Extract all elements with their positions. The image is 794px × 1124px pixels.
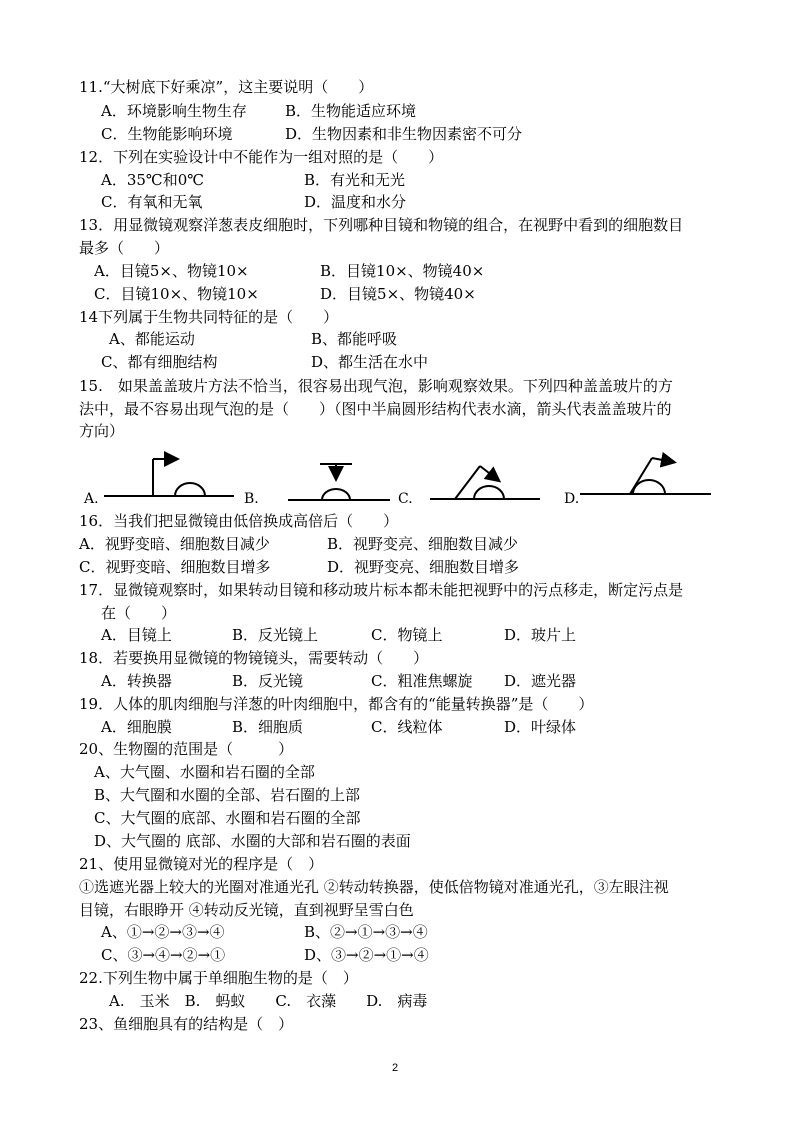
page-number: 2 bbox=[392, 1062, 399, 1074]
q11-option-d: D．生物因素和非生物因素密不可分 bbox=[285, 125, 523, 143]
q18-stem: 18．若要换用显微镜的物镜镜头，需要转动（ ） bbox=[79, 649, 429, 667]
q15-figure-label-b: B. bbox=[244, 491, 259, 507]
q18-option-c: C．粗准焦螺旋 bbox=[371, 672, 473, 690]
q19-option-b: B．细胞质 bbox=[232, 718, 304, 736]
q20-option-d: D、大气圈的 底部、水圈的大部和岩石圈的表面 bbox=[94, 832, 411, 850]
q11-option-a: A．环境影响生物生存 bbox=[101, 102, 247, 120]
q17-option-c: C．物镜上 bbox=[371, 626, 443, 644]
q15-stem-line2: 法中，最不容易出现气泡的是（ ）（图中半扁圆形结构代表水滴，箭头代表盖盖玻片的 bbox=[79, 400, 672, 418]
q20-option-c: C、大气圈的底部、水圈和岩石圈的全部 bbox=[94, 809, 361, 827]
q11-option-b: B．生物能适应环境 bbox=[285, 102, 417, 120]
q16-option-c: C．视野变暗、细胞数目增多 bbox=[79, 558, 271, 576]
q13-option-d: D．目镜5×、物镜40× bbox=[320, 285, 476, 303]
q13-stem-line2: 最多（ ） bbox=[79, 239, 170, 257]
q20-option-a: A、大气圈、水圈和岩石圈的全部 bbox=[94, 763, 315, 781]
q16-stem: 16．当我们把显微镜由低倍换成高倍后（ ） bbox=[79, 512, 399, 530]
q15-figure-label-d: D. bbox=[564, 491, 580, 507]
q22-stem: 22.下列生物中属于单细胞生物的是（ ） bbox=[79, 969, 358, 987]
q21-stem: 21、使用显微镜对光的程序是（ ） bbox=[79, 855, 324, 873]
q21-option-d: D、③→②→①→④ bbox=[304, 946, 429, 964]
q19-option-a: A．细胞膜 bbox=[101, 718, 172, 736]
q14-option-d: D、都生活在水中 bbox=[311, 353, 429, 371]
q15-figure-label-a: A. bbox=[84, 491, 99, 507]
q22-options: A. 玉米 B. 蚂蚁 C. 衣藻 D. 病毒 bbox=[109, 992, 428, 1010]
q12-stem: 12．下列在实验设计中不能作为一组对照的是（ ） bbox=[79, 148, 444, 166]
q13-option-b: B．目镜10×、物镜40× bbox=[320, 262, 485, 280]
figure-d bbox=[580, 458, 711, 494]
q17-stem-line1: 17．显微镜观察时，如果转动目镜和移动玻片标本都未能把视野中的污点移走，断定污点是 bbox=[79, 581, 684, 599]
q21-option-c: C、③→④→②→① bbox=[101, 946, 226, 964]
q12-option-a: A．35℃和0℃ bbox=[101, 171, 205, 189]
q11-stem: 11.“大树底下好乘凉”，这主要说明（ ） bbox=[79, 78, 374, 96]
q16-option-a: A．视野变暗、细胞数目减少 bbox=[79, 535, 270, 553]
q20-option-b: B、大气圈和水圈的全部、岩石圈的上部 bbox=[94, 786, 361, 804]
q13-option-c: C．目镜10×、物镜10× bbox=[94, 285, 259, 303]
q13-option-a: A．目镜5×、物镜10× bbox=[94, 262, 249, 280]
q17-option-d: D．玻片上 bbox=[504, 626, 577, 644]
q17-option-b: B．反光镜上 bbox=[232, 626, 319, 644]
q14-option-b: B、都能呼吸 bbox=[311, 330, 398, 348]
q18-option-d: D．遮光器 bbox=[504, 672, 577, 690]
q17-option-a: A．目镜上 bbox=[101, 626, 172, 644]
q11-option-c: C．生物能影响环境 bbox=[101, 125, 233, 143]
q13-stem-line1: 13．用显微镜观察洋葱表皮细胞时，下列哪种目镜和物镜的组合，在视野中看到的细胞数目 bbox=[79, 216, 684, 234]
q12-option-d: D．温度和水分 bbox=[304, 193, 407, 211]
q14-stem: 14下列属于生物共同特征的是（ ） bbox=[79, 308, 339, 326]
q16-option-b: B．视野变亮、细胞数目减少 bbox=[327, 535, 519, 553]
q14-option-a: A、都能运动 bbox=[109, 330, 195, 348]
q19-option-d: D．叶绿体 bbox=[504, 718, 577, 736]
q19-option-c: C．线粒体 bbox=[371, 718, 443, 736]
q23-stem: 23、鱼细胞具有的结构是（ ） bbox=[79, 1015, 294, 1033]
figure-a bbox=[104, 459, 234, 496]
q14-option-c: C、都有细胞结构 bbox=[101, 353, 218, 371]
q12-option-c: C．有氧和无氧 bbox=[101, 193, 203, 211]
q15-figure-label-c: C. bbox=[398, 491, 413, 507]
q15-stem-line3: 方向） bbox=[79, 422, 125, 440]
q21-option-b: B、②→①→③→④ bbox=[304, 923, 428, 941]
q21-option-a: A、①→②→③→④ bbox=[101, 923, 225, 941]
q12-option-b: B．有光和无光 bbox=[304, 171, 406, 189]
q17-stem-line2: 在（ ） bbox=[101, 604, 177, 622]
figure-b bbox=[288, 464, 390, 500]
q18-option-a: A．转换器 bbox=[101, 672, 172, 690]
figure-c bbox=[430, 466, 540, 499]
q21-steps-line1: ①选遮光器上较大的光圈对准通光孔 ②转动转换器，使低倍物镜对准通光孔，③左眼注视 bbox=[79, 878, 669, 896]
q15-stem-line1: 15. 如果盖盖玻片方法不恰当，很容易出现气泡，影响观察效果。下列四种盖盖玻片的方 bbox=[79, 377, 673, 395]
q19-stem: 19．人体的肌肉细胞与洋葱的叶肉细胞中，都含有的“能量转换器”是（ ） bbox=[79, 695, 594, 713]
q20-stem: 20、生物圈的范围是（ ） bbox=[79, 740, 294, 758]
q21-steps-line2: 目镜，右眼睁开 ④转动反光镜，直到视野呈雪白色 bbox=[79, 901, 414, 919]
q16-option-d: D．视野变亮、细胞数目增多 bbox=[327, 558, 520, 576]
q18-option-b: B．反光镜 bbox=[232, 672, 304, 690]
